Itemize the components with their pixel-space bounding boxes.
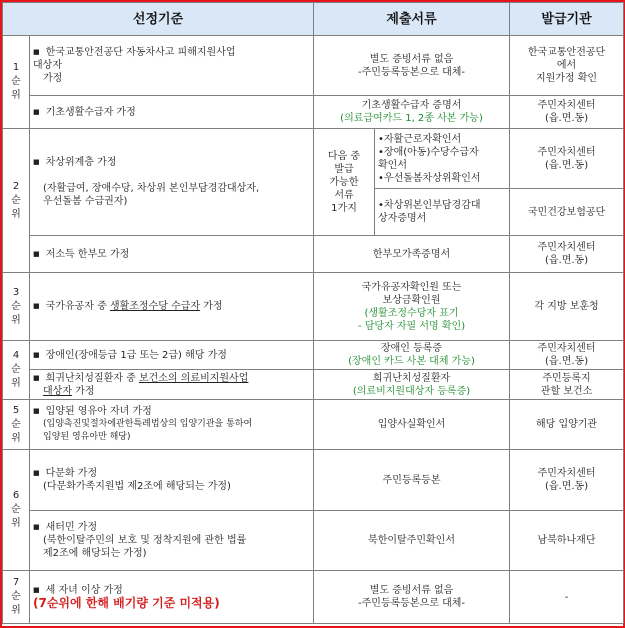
criteria-cell: ■ 국가유공자 중 생활조정수당 수급자 가정 xyxy=(30,273,314,341)
header-documents: 제출서류 xyxy=(314,3,510,36)
selection-criteria-table xyxy=(2,2,624,624)
table-row xyxy=(3,273,624,341)
criteria-cell: ■ 장애인(장애등급 1급 또는 2급) 해당 가정 xyxy=(30,341,314,370)
criteria-cell: ■ 기초생활수급자 가정 xyxy=(30,96,314,129)
header-criteria: 선정기준 xyxy=(3,3,314,36)
documents-cell: •자활근로자확인서 •장애(아동)수당수급자 확인서 •우선돌봄차상위확인서 xyxy=(375,129,510,189)
rank-7: 7 순 위 xyxy=(3,571,30,624)
criteria-cell: ■ 세 자녀 이상 가정 (7순위에 한해 배기량 기준 미적용) xyxy=(30,571,314,624)
issuer-cell: 주민자치센터 (읍.면.동) xyxy=(510,96,624,129)
bullet-icon: ■ xyxy=(33,523,40,531)
table-row xyxy=(3,96,624,129)
bullet-icon: ■ xyxy=(33,48,40,56)
criteria-cell: ■ 다문화 가정 (다문화가족지원법 제2조에 해당되는 가정) xyxy=(30,450,314,511)
documents-cell: 입양사실확인서 xyxy=(314,400,510,450)
table-row xyxy=(3,511,624,571)
issuer-cell: 주민자치센터 (읍.면.동) xyxy=(510,341,624,370)
documents-cell: 기초생활수급자 증명서 (의료급여카드 1, 2종 사본 가능) xyxy=(314,96,510,129)
bullet-icon: ■ xyxy=(33,249,40,258)
choice-note-cell: 다음 중 발급 가능한 서류 1가지 xyxy=(314,129,375,236)
bullet-icon: ■ xyxy=(33,107,40,116)
issuer-cell: 주민자치센터 (읍.면.동) xyxy=(510,450,624,511)
criteria-cell: ■ 저소득 한부모 가정 xyxy=(30,236,314,273)
table-row xyxy=(3,571,624,624)
bullet-icon: ■ xyxy=(33,302,40,310)
documents-cell: 장애인 등록증 (장애인 카드 사본 대체 가능) xyxy=(314,341,510,370)
issuer-cell: 남북하나재단 xyxy=(510,511,624,571)
bullet-icon: ■ xyxy=(33,373,40,382)
rank-3: 3 순 위 xyxy=(3,273,30,341)
table-row xyxy=(3,370,624,400)
table-row xyxy=(3,450,624,511)
table-row xyxy=(3,129,624,189)
table-row xyxy=(3,236,624,273)
header-issuer: 발급기관 xyxy=(510,3,624,36)
bullet-icon: ■ xyxy=(33,158,40,166)
criteria-cell: ■ 새터민 가정 (북한이탈주민의 보호 및 정착지원에 관한 법률 제2조에 해당되는 가정) xyxy=(30,511,314,571)
documents-cell: 북한이탈주민확인서 xyxy=(314,511,510,571)
bullet-icon: ■ xyxy=(33,407,40,415)
rank-4: 4 순 위 xyxy=(3,341,30,400)
issuer-cell: 주민자치센터 (읍.면.동) xyxy=(510,236,624,273)
documents-cell: 주민등록등본 xyxy=(314,450,510,511)
table-row xyxy=(3,341,624,370)
bullet-icon: ■ xyxy=(33,585,40,594)
issuer-cell: 주민등록지 관할 보건소 xyxy=(510,370,624,400)
rank-2: 2 순 위 xyxy=(3,129,30,273)
criteria-cell: ■ 한국교통안전공단 자동차사고 피해지원사업 대상자 가정 xyxy=(30,36,314,96)
documents-cell: 별도 증빙서류 없음 -주민등록등본으로 대체- xyxy=(314,36,510,96)
rank-5: 5 순 위 xyxy=(3,400,30,450)
documents-cell: 희귀난치성질환자 (의료비지원대상자 등록증) xyxy=(314,370,510,400)
documents-cell: 한부모가족증명서 xyxy=(314,236,510,273)
issuer-cell: 국민건강보험공단 xyxy=(510,189,624,236)
bullet-icon: ■ xyxy=(33,469,40,477)
table-row xyxy=(3,400,624,450)
exception-note: (7순위에 한해 배기량 기준 미적용) xyxy=(33,595,220,610)
criteria-cell: ■ 입양된 영유아 자녀 가정 (입양촉진및절차에관한특례법상의 입양기관을 통하여 입양된 영유아만 해당) xyxy=(30,400,314,450)
documents-cell: •차상위본인부담경감대 상자증명서 xyxy=(375,189,510,236)
issuer-cell: 주민자치센터 (읍.면.동) xyxy=(510,129,624,189)
issuer-cell: 각 지방 보훈청 xyxy=(510,273,624,341)
rank-1: 1 순 위 xyxy=(3,36,30,129)
table-row xyxy=(3,36,624,96)
documents-cell: 별도 증빙서류 없음 -주민등록등본으로 대체- xyxy=(314,571,510,624)
rank-6: 6 순 위 xyxy=(3,450,30,571)
bullet-icon: ■ xyxy=(33,350,40,359)
criteria-cell: ■ 희귀난치성질환자 중 보건소의 의료비지원사업 대상자 가정 xyxy=(30,370,314,400)
issuer-cell: 한국교통안전공단 에서 지원가정 확인 xyxy=(510,36,624,96)
criteria-cell: ■ 차상위계층 가정 (자활급여, 장애수당, 차상위 본인부담경감대상자, 우선돌봄 수급권자) xyxy=(30,129,314,236)
header-row xyxy=(3,3,624,36)
issuer-cell: - xyxy=(510,571,624,624)
documents-cell: 국가유공자확인원 또는 보상금확인원 (생활조정수당자 표기 - 담당자 자필 서명 확인) xyxy=(314,273,510,341)
issuer-cell: 해당 입양기관 xyxy=(510,400,624,450)
